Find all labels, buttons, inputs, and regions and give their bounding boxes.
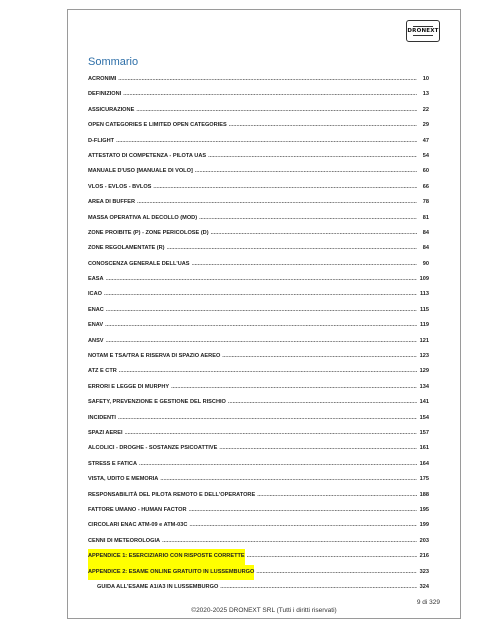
logo-bar-top xyxy=(413,26,433,27)
toc-entry[interactable] xyxy=(88,226,429,241)
toc-entry-label: SPAZI AEREI xyxy=(88,429,123,436)
toc-entry-page: 90 xyxy=(422,260,429,267)
toc-entry-page: 47 xyxy=(422,137,429,144)
toc-entry-label: ENAC xyxy=(88,306,104,313)
toc-entry-page: 29 xyxy=(422,122,429,129)
toc-entry-label: INCIDENTI xyxy=(88,414,116,421)
toc-entry[interactable] xyxy=(88,472,429,487)
toc-leader-dots xyxy=(106,303,417,318)
toc-entry[interactable] xyxy=(88,488,429,503)
toc-entry-page: 22 xyxy=(422,106,429,113)
toc-entry[interactable] xyxy=(88,134,429,149)
toc-entry-label: FATTORE UMANO - HUMAN FACTOR xyxy=(88,506,187,513)
toc-entry-label: EASA xyxy=(88,276,104,283)
toc-entry-label: ASSICURAZIONE xyxy=(88,106,135,113)
toc-leader-dots xyxy=(153,180,417,195)
toc-entry-page: 199 xyxy=(419,522,429,529)
toc-entry-page: 54 xyxy=(422,152,429,159)
toc-entry-page: 13 xyxy=(422,91,429,98)
toc-entry-page: 60 xyxy=(422,168,429,175)
toc-entry-label: SAFETY, PREVENZIONE E GESTIONE DEL RISCHIO xyxy=(88,399,226,406)
toc-entry-label: ATZ E CTR xyxy=(88,368,117,375)
toc-entry-label: DEFINIZIONI xyxy=(88,91,122,98)
toc-leader-dots xyxy=(199,211,417,226)
toc-entry[interactable] xyxy=(88,118,429,133)
toc-leader-dots xyxy=(137,195,417,210)
toc-entry-label: CONOSCENZA GENERALE DELL'UAS xyxy=(88,260,190,267)
toc-entry-label: D-FLIGHT xyxy=(88,137,115,144)
toc-entry-page: 175 xyxy=(419,476,429,483)
toc-leader-dots xyxy=(106,272,417,287)
toc-entry-page: 10 xyxy=(422,76,429,82)
toc-leader-dots xyxy=(247,549,417,564)
toc-entry-label: GUIDA ALL'ESAME A1/A3 IN LUSSEMBURGO xyxy=(97,583,219,590)
toc-entry-page: 188 xyxy=(419,491,429,498)
toc-leader-dots xyxy=(125,426,418,441)
toc-entry-page: 203 xyxy=(419,537,429,544)
toc-leader-dots xyxy=(195,164,417,179)
toc-entry[interactable] xyxy=(88,441,429,456)
toc-leader-dots xyxy=(162,534,417,549)
toc-entry[interactable] xyxy=(88,364,429,379)
toc-entry-page: 78 xyxy=(422,199,429,206)
toc-leader-dots xyxy=(219,441,417,456)
toc-entry-label: STRESS E FATICA xyxy=(88,460,138,467)
page-footer: ©2020-2025 DRONEXT SRL (Tutti i diritti riservati) xyxy=(191,607,337,614)
toc-entry-label: AREA DI BUFFER xyxy=(88,199,136,206)
toc-leader-dots xyxy=(256,565,417,580)
toc-entry[interactable] xyxy=(88,565,429,580)
toc-entry-page: 66 xyxy=(422,183,429,190)
toc-leader-dots xyxy=(105,318,417,333)
toc-entry-page: 134 xyxy=(419,383,429,390)
toc-entry-label: VISTA, UDITO E MEMORIA xyxy=(88,476,159,483)
toc-entry-label: MASSA OPERATIVA AL DECOLLO (MOD) xyxy=(88,214,198,221)
toc-entry-page: 216 xyxy=(419,553,429,560)
toc-entry-page: 195 xyxy=(419,506,429,513)
document-page xyxy=(67,9,461,619)
toc-entry[interactable] xyxy=(88,303,429,318)
toc-entry-label: MANUALE D'USO [MANUALE DI VOLO] xyxy=(88,168,193,175)
toc-entry[interactable] xyxy=(88,72,429,87)
toc-entry-label: VLOS - EVLOS - BVLOS xyxy=(88,183,152,190)
toc-entry[interactable] xyxy=(88,287,429,302)
toc-leader-dots xyxy=(167,241,417,256)
toc-entry-page: 323 xyxy=(419,568,429,575)
toc-entry-label: ENAV xyxy=(88,322,104,329)
toc-leader-dots xyxy=(123,87,417,102)
logo-bar-bottom xyxy=(413,35,433,36)
toc-leader-dots xyxy=(139,457,417,472)
toc-entry[interactable] xyxy=(88,211,429,226)
toc-entry-label: ALCOLICI - DROGHE - SOSTANZE PSICOATTIVE xyxy=(88,445,218,452)
toc-entry[interactable] xyxy=(88,380,429,395)
toc-entry[interactable] xyxy=(88,395,429,410)
toc-entry-page: 109 xyxy=(419,276,429,283)
toc-entry[interactable] xyxy=(88,257,429,272)
toc-entry-label: ICAO xyxy=(88,291,102,298)
toc-leader-dots xyxy=(229,118,417,133)
toc-entry-label: ACRONIMI xyxy=(88,76,117,82)
toc-leader-dots xyxy=(116,134,417,149)
toc-entry[interactable] xyxy=(88,349,429,364)
toc-entry-label: APPENDICE 1: ESERCIZIARIO CON RISPOSTE CORRETTE xyxy=(88,549,245,564)
toc-entry-page: 84 xyxy=(422,245,429,252)
toc-leader-dots xyxy=(171,380,417,395)
toc-entry-page: 115 xyxy=(419,306,429,313)
toc-leader-dots xyxy=(189,503,417,518)
toc-entry-page: 123 xyxy=(419,353,429,360)
toc-entry[interactable] xyxy=(88,87,429,102)
logo-text: DRONEXT xyxy=(407,28,439,34)
toc-entry[interactable] xyxy=(88,149,429,164)
toc-entry[interactable] xyxy=(88,164,429,179)
toc-entry-page: 141 xyxy=(419,399,429,406)
toc-entry-page: 157 xyxy=(419,429,429,436)
toc-entry-page: 84 xyxy=(422,229,429,236)
toc-entry-page: 119 xyxy=(419,322,429,329)
toc-entry[interactable] xyxy=(88,180,429,195)
toc-entry-page: 164 xyxy=(419,460,429,467)
toc-leader-dots xyxy=(192,257,417,272)
toc-entry[interactable] xyxy=(88,411,429,426)
toc-leader-dots xyxy=(211,226,417,241)
toc-entry-page: 161 xyxy=(419,445,429,452)
toc-leader-dots xyxy=(104,287,417,302)
dronext-logo xyxy=(406,20,440,42)
toc-entry[interactable] xyxy=(88,241,429,256)
toc-entry[interactable] xyxy=(88,426,429,441)
page-title: Sommario xyxy=(88,56,139,68)
toc-leader-dots xyxy=(119,364,417,379)
table-of-contents xyxy=(88,72,429,595)
toc-entry[interactable] xyxy=(88,195,429,210)
toc-entry[interactable] xyxy=(88,503,429,518)
toc-entry-page: 324 xyxy=(419,583,429,590)
toc-entry-label: ERRORI E LEGGE DI MURPHY xyxy=(88,383,170,390)
toc-entry-label: NOTAM E TSA/TRA E RISERVA DI SPAZIO AEREO xyxy=(88,353,221,360)
toc-entry[interactable] xyxy=(88,518,429,533)
toc-entry-page: 113 xyxy=(419,291,429,298)
toc-entry[interactable] xyxy=(88,457,429,472)
toc-leader-dots xyxy=(189,518,417,533)
page-number: 9 di 329 xyxy=(416,599,440,606)
toc-leader-dots xyxy=(136,103,417,118)
toc-entry[interactable] xyxy=(88,103,429,118)
toc-entry[interactable] xyxy=(88,580,429,595)
toc-entry-label: RESPONSABILITÀ DEL PILOTA REMOTO E DELL'OPERATORE xyxy=(88,491,256,498)
toc-leader-dots xyxy=(257,488,417,503)
toc-entry-page: 121 xyxy=(419,337,429,344)
toc-entry-page: 129 xyxy=(419,368,429,375)
toc-entry-label: APPENDICE 2: ESAME ONLINE GRATUITO IN LUSSEMBURGO xyxy=(88,565,254,580)
toc-leader-dots xyxy=(228,395,417,410)
toc-entry-label: ZONE REGOLAMENTATE (R) xyxy=(88,245,165,252)
toc-entry-page: 154 xyxy=(419,414,429,421)
toc-entry[interactable] xyxy=(88,272,429,287)
toc-entry-label: CIRCOLARI ENAC ATM-09 e ATM-03C xyxy=(88,522,188,529)
toc-leader-dots xyxy=(222,349,417,364)
toc-entry[interactable] xyxy=(88,334,429,349)
toc-leader-dots xyxy=(220,580,417,595)
toc-entry[interactable] xyxy=(88,549,429,564)
toc-leader-dots xyxy=(118,411,417,426)
toc-entry-label: ATTESTATO DI COMPETENZA - PILOTA UAS xyxy=(88,152,207,159)
toc-entry-label: ZONE PROIBITE (P) - ZONE PERICOLOSE (D) xyxy=(88,229,209,236)
toc-leader-dots xyxy=(118,72,417,87)
toc-leader-dots xyxy=(106,334,417,349)
toc-entry-label: CENNI DI METEOROLOGIA xyxy=(88,537,161,544)
toc-entry[interactable] xyxy=(88,534,429,549)
toc-entry-label: OPEN CATEGORIES E LIMITED OPEN CATEGORIES xyxy=(88,122,227,129)
toc-leader-dots xyxy=(208,149,417,164)
toc-entry[interactable] xyxy=(88,318,429,333)
toc-leader-dots xyxy=(160,472,417,487)
toc-entry-label: ANSV xyxy=(88,337,104,344)
toc-entry-page: 81 xyxy=(422,214,429,221)
